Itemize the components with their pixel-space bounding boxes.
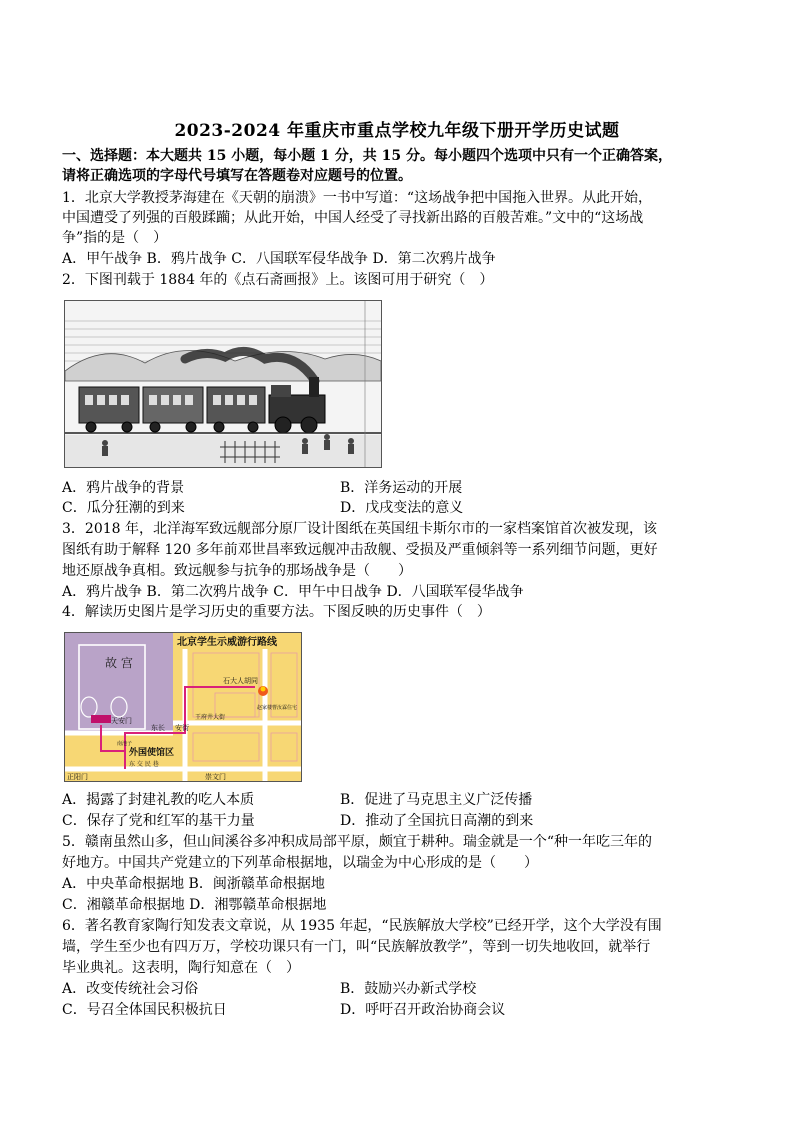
map-chongwenmen-label: 崇文门 — [205, 773, 226, 781]
q1-options: A．甲午战争 B．鸦片战争 C．八国联军侵华战争 D．第二次鸦片战争 — [62, 251, 496, 267]
map-shidaren-label: 石大人胡同 — [223, 677, 258, 685]
train-engraving-figure — [64, 300, 382, 468]
map-tiananmen-label: 天安门 — [111, 717, 132, 725]
q4-option-a: A．揭露了封建礼教的吃人本质 — [62, 792, 255, 808]
q6-option-d: D．呼吁召开政治协商会议 — [340, 1002, 506, 1018]
protest-route-map — [64, 632, 302, 782]
q1-line1: 1．北京大学教授茅海建在《天朝的崩溃》一书中写道：“这场战争把中国拖入世界。从此开始， — [62, 190, 653, 206]
q3-line3: 地还原战争真相。致远舰参与抗争的那场战争是（ ） — [62, 563, 412, 579]
map-nanchizi-label: 南池子 — [117, 741, 133, 747]
map-zhengyangmen-label: 正阳门 — [67, 773, 88, 781]
q6-option-c: C．号召全体国民积极抗日 — [62, 1002, 227, 1018]
q2-option-a: A．鸦片战争的背景 — [62, 480, 185, 496]
q2-option-c: C．瓜分狂潮的到来 — [62, 500, 185, 516]
section-instruction-line2: 请将正确选项的字母代号填写在答题卷对应题号的位置。 — [62, 168, 412, 184]
train-illustration — [65, 301, 381, 467]
q6-line2: 墙，学生至少也有四万万，学校功课只有一门，叫“民族解放教学”，等到一切失地收回，就举行 — [62, 939, 651, 955]
map-wangfujing-label: 王府井大街 — [195, 714, 226, 721]
q4-option-b: B．促进了马克思主义广泛传播 — [340, 792, 533, 808]
q3-line2: 图纸有助于解释 120 多年前邓世昌率致远舰冲击敌舰、受损及严重倾斜等一系列细节问题，更好 — [62, 542, 658, 558]
q1-line3: 争”指的是（ ） — [62, 230, 168, 246]
q6-line1: 6．著名教育家陶行知发表文章说，从 1935 年起，“民族解放大学校”已经开学，这个大学没有围 — [62, 918, 662, 934]
q4-line1: 4．解读历史图片是学习历史的重要方法。下图反映的历史事件（ ） — [62, 604, 491, 620]
q2-option-b: B．洋务运动的开展 — [340, 480, 463, 496]
q6-line3: 毕业典礼。这表明，陶行知意在（ ） — [62, 960, 300, 976]
q5-line2: 好地方。中国共产党建立的下列革命根据地，以瑞金为中心形成的是（ ） — [62, 855, 538, 871]
q6-option-b: B．鼓励兴办新式学校 — [340, 981, 477, 997]
q1-line2: 中国遭受了列强的百般蹂躏；从此开始，中国人经受了寻找新出路的百般苦难。”文中的“这场战 — [62, 210, 644, 226]
q2-option-d: D．戊戌变法的意义 — [340, 500, 464, 516]
q4-option-d: D．推动了全国抗日高潮的到来 — [340, 813, 534, 829]
map-dongchang-label: 东长 — [151, 724, 165, 732]
q5-options-cd: C．湘赣革命根据地 D．湘鄂赣革命根据地 — [62, 897, 327, 913]
map-title: 北京学生示威游行路线 — [177, 637, 277, 648]
q3-line1: 3．2018 年，北洋海军致远舰部分原厂设计图纸在英国纽卡斯尔市的一家档案馆首次被发现，该 — [62, 521, 657, 537]
q2-line1: 2．下图刊载于 1884 年的《点石斋画报》上。该图可用于研究（ ） — [62, 272, 494, 288]
q3-options: A．鸦片战争 B．第二次鸦片战争 C．甲午中日战争 D．八国联军侵华战争 — [62, 584, 524, 600]
map-anjie-label: 安街 — [175, 724, 189, 732]
map-zhaojialou-label: 赵家楼曹汝霖住宅 — [257, 705, 298, 711]
q4-option-c: C．保存了党和红军的基干力量 — [62, 813, 255, 829]
map-illustration — [65, 633, 301, 781]
map-gugong-label: 故 宫 — [105, 656, 133, 670]
page-title: 2023-2024 年重庆市重点学校九年级下册开学历史试题 — [174, 121, 620, 141]
q5-line1: 5．赣南虽然山多，但山间溪谷多冲积成局部平原，颇宜于耕种。瑞金就是一个“种一年吃三年的 — [62, 834, 653, 850]
section-instruction-line1: 一、选择题：本大题共 15 小题，每小题 1 分，共 15 分。每小题四个选项中只有一个正确答案， — [62, 148, 672, 164]
q5-options-ab: A．中央革命根据地 B．闽浙赣革命根据地 — [62, 876, 325, 892]
map-dongjiao-label: 东 交 民 巷 — [129, 761, 159, 768]
q6-option-a: A．改变传统社会习俗 — [62, 981, 199, 997]
map-waiguo-label: 外国使馆区 — [129, 748, 175, 758]
